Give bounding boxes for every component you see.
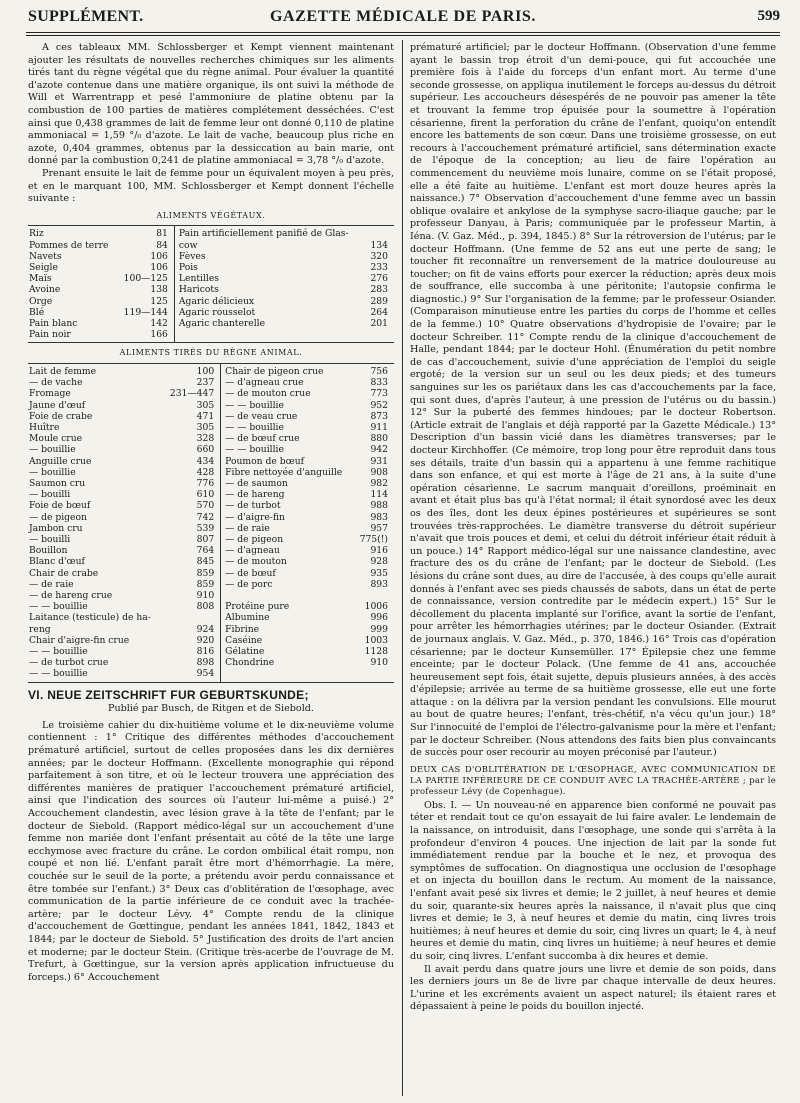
value-cell	[355, 668, 394, 682]
table-row	[28, 422, 394, 433]
food-name-cell: cow	[174, 240, 367, 251]
value-cell: 237	[196, 377, 215, 389]
table-row	[28, 467, 394, 478]
table-row	[28, 329, 394, 343]
food-name-cell	[174, 329, 367, 343]
value-cell: 756	[355, 363, 394, 377]
food-name-cell: Foie de crabe	[29, 410, 93, 422]
value-cell: 125	[150, 295, 168, 307]
value-cell: 988	[370, 500, 388, 512]
food-name-cell: — bouilli	[29, 533, 71, 545]
value-cell: 859	[196, 567, 215, 579]
food-name-cell: Caséine	[221, 635, 355, 646]
food-name-cell: — d'agneau	[221, 545, 355, 556]
value-cell: 570	[196, 500, 215, 512]
table-row	[28, 512, 394, 523]
food-name-cell: — — bouillie	[221, 400, 355, 411]
value-cell: 931	[370, 455, 388, 467]
food-name-cell: Saumon cru	[29, 477, 86, 489]
intro-paragraph: A ces tableaux MM. Schlossberger et Kempt viennent maintenant ajouter les résultats de nouvelles recherches chimiques sur les aliments tirés tant du règne végétal que du règne animal. Pour évaluer la quantité d'azote contenue dans une matière organique, ils ont suivi la méthode de Will et Warrentrapp et pesé l'ammoniure de platine obtenu par la combustion de 100 parties de matières complétement desséchées. C'est ainsi que 0,438 grammes de lait de femme leur ont donné 0,110 de platine ammoniacal = 1,59 °/₀ d'azote. Le lait de vache, beaucoup plus riche en azote, 0,404 grammes, obtenus par la dessiccation au bain marie, ont donné par la combustion 0,241 de platine ammoniacal = 3,78 °/₀ d'azote.	[28, 42, 394, 167]
table-row	[28, 400, 394, 411]
animal-table-caption: ALIMENTS TIRÉS DU RÈGNE ANIMAL.	[119, 348, 303, 358]
table-row	[28, 601, 394, 612]
value-cell: 954	[164, 668, 221, 682]
food-name-cell: Chair de crabe	[29, 567, 99, 579]
food-name-cell: — de veau crue	[221, 411, 355, 422]
value-cell: 982	[370, 477, 388, 489]
table-row	[28, 635, 394, 646]
value-cell: 816	[196, 646, 215, 658]
value-cell: 100	[164, 363, 221, 377]
newspaper-page	[26, 8, 780, 1096]
food-name-cell: — de pigeon	[29, 511, 87, 523]
animal-table	[28, 363, 394, 683]
food-name-cell: — — bouillie	[29, 601, 88, 613]
value-cell	[164, 612, 221, 623]
food-name-cell: — de bœuf	[221, 568, 355, 579]
food-name-cell: Protéine pure	[221, 601, 355, 612]
table-row	[28, 318, 394, 329]
food-name-cell: — bouillie	[29, 444, 76, 456]
value-cell: 893	[370, 578, 388, 590]
food-name-cell: — bouilli	[29, 489, 71, 501]
value-cell: 983	[370, 511, 388, 523]
value-cell: 808	[196, 601, 215, 613]
journal-title: GAZETTE MÉDICALE DE PARIS.	[269, 8, 536, 25]
food-name-cell: Bouillon	[29, 545, 68, 557]
value-cell: 952	[370, 399, 388, 411]
running-header	[26, 8, 780, 28]
value-cell: 1006	[364, 601, 388, 613]
table-row	[28, 568, 394, 579]
value-cell: 305	[196, 421, 215, 433]
value-cell: 231—447	[169, 388, 215, 400]
food-name-cell: Riz	[28, 226, 118, 240]
value-cell: 328	[196, 433, 215, 445]
table-row	[28, 262, 394, 273]
food-name-cell: — — bouillie	[29, 646, 88, 658]
review-continuation: prématuré artificiel; par le docteur Hoffmann. (Observation d'une femme ayant le bassin trop étroit d'un demi-pouce, qui fut accouchée une première fois à l'aide du forceps d'un enfant mort. Au terme d'une seconde grossesse, on appliqua inutilement le forceps au-dessus du détroit supérieur. Les accoucheurs désespérés de ne pouvoir pas amener la tête et trouvant la femme trop épuisée pour la soumettre à l'opération césarienne, firent la perforation du crâne de l'enfant, quoiqu'on entendît encore les battements de son cœur. Dans une troisième grossesse, on eut recours à l'accouchement prématuré artificiel, sans détermination exacte de l'époque de la conception; au lieu de faire l'opération au commencement du neuvième mois lunaire, comme on se l'était proposé, elle a été faite au huitième. L'enfant est mort douze heures après la naissance.) 7° Observation d'accouchement d'une femme avec un bassin oblique ovalaire et ankylose de la symphyse sacro-iliaque gauche; par le professeur Danyau, à Paris; communiquée par le professeur Martin, à Iéna. (V. Gaz. Méd., p. 394, 1845.) 8° Sur la rétroversion de l'utérus; par le docteur Hoffmann. (Une femme de 52 ans eut une perte de sang; le toucher fit reconnaître un renversement de la matrice douloureuse au toucher; on fit de vains efforts pour exercer la réduction; après deux mois de souffrance, elle succomba à une péritonite; l'autopsie confirma le diagnostic.) 9° Sur l'organisation de la femme; par le professeur Osiander. (Comparaison minutieuse entre les parties du corps de l'homme et celles de la femme.) 10° Quatre observations d'hydropisie de l'ovaire; par le docteur Schreiber. 11° Compte rendu de la clinique d'accouchement de Halle, pendant 1844; par le docteur Hohl. (Énumération du petit nombre de cas d'accouchement, suivie d'une appréciation de l'emploi du seigle ergoté; de la version sur un seul ou les deux pieds; et des tumeurs sanguines sur les os pariétaux dans les cas d'accouchements par la face, qui sont dues, d'après l'auteur, à une pression de l'utérus ou du bassin.) 12° Sur la puberté des femmes hindoues; par le docteur Robertson. (Article extrait de l'anglais et déjà rapporté par la Gazette Médicale.) 13° Description d'un bassin vicié dans les diamètres transverses; par le docteur Kirchhoffer. (Ce mémoire, trop long pour être reproduit dans tous ses détails, traite d'un bassin qui a appartenu à une femme rachitique dans son enfance, et qui est morte à l'âge de 21 ans, à la suite d'une opération césarienne. Le sacrum manquait d'oreillons, proéminait en avant et était plus bas qu'à l'état normal; il était synordosé avec les deux os des îles, dont les deux épines postérieures et supérieures se sont trouvées très-rapprochées. Le diamètre transverse du détroit supérieur n'avait que trois pouces et demi, et celui du détroit inférieur était réduit à un pouce.) 14° Rapport médico-légal sur une naissance clandestine, avec fracture des os du crâne de l'enfant; par le docteur de Siebold. (Les lésions du crâne sont dues, au dire de l'accusée, à des coups qu'elle aurait donnés à l'enfant avec ses pieds chaussés de sabots, dans un état de perte de connaissance, version contredite par le médecin expert.) 15° Sur le décollement du placenta implanté sur l'orifice, avant la sortie de l'enfant, pour arrêter les hémorrhagies utérines; par le docteur Osiander. (Extrait de journaux anglais. V. Gaz. Méd., p. 370, 1846.) 16° Trois cas d'opération césarienne; par le docteur Kunsemüller. 17° Épilepsie chez une femme enceinte; par le docteur Polack. (Une femme de 41 ans, accouchée heureusement sept fois, était sujette, depuis plusieurs années, à des accès d'épilepsie; arrivée au terme de sa huitième grossesse, elle eut une forte attaque : on la délivra par la version pendant les convulsions. Elle mourut au bout de quatre heures; l'enfant, très-chétif, n'a vécu qu'un jour.) 18° Sur l'innocuité de l'emploi de l'électro-galvanisme pour la mère et l'enfant; par le docteur Schreiber. (Nous attendons des faits bien plus convaincants de succès pour oser recourir au moyen préconisé par l'auteur.)	[410, 42, 776, 759]
food-name-cell: — — bouillie	[221, 422, 355, 433]
supplement-label: SUPPLÉMENT.	[28, 8, 144, 25]
value-cell: 859	[196, 578, 215, 590]
food-name-cell: Seigle	[29, 261, 58, 273]
food-name-cell: — — bouillie	[28, 668, 164, 682]
observation-1: Obs. I. — Un nouveau-né en apparence bien conformé ne pouvait pas téter et rendait tout ce qu'on essayait de lui faire avaler. Le lendemain de la naissance, on introduisit, dans l'œsophage, une sonde qui s'arrêta à la profondeur d'environ 4 pouces. Une injection de lait par la sonde fut immédiatement rendue par la bouche et le nez, et provoqua des symptômes de suffocation. On diagnostiqua une occlusion de l'œsophage et on injecta du bouillon dans le rectum. Au moment de la naissance, l'enfant avait pesé six livres et demie; le 2 juillet, à neuf heures et demie du soir, quarante-six heures après la naissance, il n'avait plus que cinq livres et demie; le 3, à neuf heures et demie du matin, cinq livres trois huitièmes; à neuf heures et demie du soir, cinq livres un quart; le 4, à neuf heures et demie du matin, cinq livres un huitième; à neuf heures et demie du soir, cinq livres. L'enfant succomba à dix heures et demie.	[410, 799, 776, 962]
food-name-cell: Pain artificiellement panifié de Glas-	[174, 226, 367, 240]
table-row	[28, 433, 394, 444]
food-name-cell: — de bœuf crue	[221, 433, 355, 444]
food-name-cell: Gélatine	[221, 646, 355, 657]
food-name-cell: Agaric délicieux	[174, 296, 367, 307]
food-name-cell: Foie de bœuf	[29, 500, 91, 512]
value-cell: 920	[196, 634, 215, 646]
value-cell: 1003	[364, 634, 388, 646]
value-cell: 142	[150, 317, 168, 329]
review-body: Le troisième cahier du dix-huitième volume et le dix-neuvième volume contiennent : 1° Critique des différentes méthodes d'accouchement prématuré artificiel, surtout de celles proposées dans les dix dernières années; par le docteur Hoffmann. (Excellente monographie qui répond parfaitement à son titre, et où le lecteur trouvera une appréciation des différentes manières de pratiquer l'accouchement prématuré artificiel, ainsi que l'indication des sources où l'auteur lui-même a puisé.) 2° Accouchement clandestin, avec lésion grave à la tête de l'enfant; par le docteur de Siebold. (Rapport médico-légal sur un accouchement d'une femme non mariée dont l'enfant présentait au côté de la tête une large ecchymose avec fracture du crâne. Le cordon ombilical était rompu, non coupé et non lié. L'enfant paraît être mort d'hémorrhagie. La mère, couchée sur le seuil de la porte, a prétendu avoir perdu connaissance et être tombée sur l'enfant.) 3° Deux cas d'oblitération de l'œsophage, avec communication de la partie inférieure de ce conduit avec la trachée-artère; par le docteur Lévy. 4° Compte rendu de la clinique d'accouchement de Gœttingue, pendant les années 1841, 1842, 1843 et 1844; par le docteur de Siebold. 5° Justification des droits de l'art ancien et moderne; par le docteur Stein. (Critique très-acerbe de l'ouvrage de M. Trefurt, à Gœttingue, sur la version après application infructueuse du forceps.) 6° Accouchement	[28, 719, 394, 983]
food-name-cell: Laitance (testicule) de ha-	[29, 612, 151, 624]
value-cell: 100—125	[123, 273, 168, 285]
value-cell: 898	[196, 657, 215, 669]
value-cell: 276	[370, 273, 388, 285]
value-cell: 119—144	[123, 306, 168, 318]
value-cell: 610	[196, 489, 215, 501]
table-row	[28, 612, 394, 623]
table-row	[28, 668, 394, 682]
food-name-cell: — de turbot	[221, 500, 355, 511]
value-cell: 999	[370, 623, 388, 635]
food-name-cell: Pois	[174, 262, 367, 273]
value-cell: 428	[196, 466, 215, 478]
value-cell: 908	[370, 466, 388, 478]
food-name-cell: Orge	[29, 295, 53, 307]
value-cell: 166	[118, 329, 175, 343]
food-name-cell: — — bouillie	[221, 444, 355, 455]
food-name-cell: — de raie	[29, 578, 74, 590]
column-divider	[402, 40, 403, 1096]
table-row	[28, 307, 394, 318]
value-cell: 114	[370, 489, 388, 501]
table-row	[28, 251, 394, 262]
section-title: VI. NEUE ZEITSCHRIFT FUR GEBURTSKUNDE;	[28, 687, 309, 702]
food-name-cell: Pain blanc	[29, 317, 78, 329]
value-cell: 320	[370, 250, 388, 262]
value-cell: 305	[196, 399, 215, 411]
value-cell: 776	[196, 477, 215, 489]
value-cell: 957	[370, 522, 388, 534]
value-cell: 928	[370, 556, 388, 568]
veg-table	[28, 225, 394, 343]
page-number: 599	[757, 8, 780, 24]
right-column	[410, 42, 776, 1094]
food-name-cell: Moule crue	[29, 433, 83, 445]
food-name-cell: Agaric rousselot	[174, 307, 367, 318]
header-rule	[26, 32, 780, 33]
table-row	[28, 284, 394, 295]
food-name-cell: — d'agneau crue	[221, 377, 355, 388]
food-name-cell: Fèves	[174, 251, 367, 262]
table-row	[28, 388, 394, 399]
food-name-cell: Lait de femme	[28, 363, 164, 377]
food-name-cell: — de raie	[221, 523, 355, 534]
food-name-cell: Fromage	[29, 388, 71, 400]
food-name-cell: Poumon de bœuf	[221, 456, 355, 467]
table-row	[28, 657, 394, 668]
food-name-cell: Jaune d'œuf	[29, 399, 86, 411]
value-cell: 201	[370, 317, 388, 329]
table-row	[28, 296, 394, 307]
food-name-cell: Anguille crue	[29, 455, 92, 467]
value-cell: 283	[370, 284, 388, 296]
value-cell: 106	[150, 250, 168, 262]
left-column	[28, 42, 394, 1094]
value-cell: 910	[196, 590, 215, 601]
value-cell: 833	[370, 377, 388, 389]
table-row	[28, 556, 394, 567]
value-cell: 873	[370, 410, 388, 422]
value-cell: 910	[370, 657, 388, 669]
value-cell: 138	[150, 284, 168, 296]
value-cell	[367, 329, 394, 343]
food-name-cell: Navets	[29, 250, 62, 262]
table-row	[28, 646, 394, 657]
food-name-cell: Jambon cru	[29, 522, 83, 534]
food-name-cell: Fibre nettoyée d'anguille	[221, 467, 355, 478]
value-cell: 880	[370, 433, 388, 445]
value-cell: 434	[196, 455, 215, 467]
header-rule-thin	[26, 35, 780, 36]
article-title: DEUX CAS D'OBLITÉRATION DE L'ŒSOPHAGE, AVEC COMMUNICATION DE LA PARTIE INFÉRIEURE DE CE CONDUIT AVEC LA TRACHÉE-ARTÈRE ; par le professeur Lévy (de Copenhague).	[410, 763, 776, 796]
food-name-cell: Blé	[29, 306, 45, 318]
food-name-cell	[221, 668, 355, 682]
value-cell: 764	[196, 545, 215, 557]
value-cell: 539	[196, 522, 215, 534]
food-name-cell: reng	[29, 623, 51, 635]
veg-table-caption: ALIMENTS VÉGÉTAUX.	[156, 210, 266, 220]
food-name-cell: Maïs	[29, 273, 52, 285]
table-row	[28, 411, 394, 422]
value-cell: 106	[150, 261, 168, 273]
table-row	[28, 273, 394, 284]
table-row	[28, 500, 394, 511]
value-cell: 942	[370, 444, 388, 456]
table-row	[28, 226, 394, 240]
value-cell: 81	[118, 226, 175, 240]
food-name-cell: Blanc d'œuf	[29, 556, 85, 568]
table-row	[28, 456, 394, 467]
value-cell: 264	[370, 306, 388, 318]
food-name-cell: Avoine	[29, 284, 61, 296]
table-row	[28, 523, 394, 534]
food-name-cell: Pain noir	[28, 329, 118, 343]
value-cell: 134	[370, 239, 388, 251]
food-name-cell: Chair de pigeon crue	[221, 363, 355, 377]
food-name-cell: Haricots	[174, 284, 367, 295]
food-name-cell: — de hareng	[221, 489, 355, 500]
food-name-cell: — de mouton	[221, 556, 355, 567]
food-name-cell: Agaric chanterelle	[174, 318, 367, 329]
table-row	[28, 590, 394, 601]
food-name-cell: — de porc	[221, 579, 355, 590]
value-cell: 1128	[364, 646, 388, 658]
observation-1-cont: Il avait perdu dans quatre jours une livre et demie de son poids, dans les derniers jours un 8e de livre par chaque intervalle de deux heures. L'urine et les excréments avaient un aspect naturel; ils étaient rares et dépassaient à peine le poids du bouillon injecté.	[410, 963, 776, 1013]
food-name-cell: Chair d'aigre-fin crue	[29, 634, 130, 646]
value-cell: 924	[196, 623, 215, 635]
value-cell: 935	[370, 567, 388, 579]
food-name-cell: — d'aigre-fin	[221, 512, 355, 523]
table-row	[28, 478, 394, 489]
value-cell: 84	[156, 239, 168, 251]
table-row	[28, 579, 394, 590]
food-name-cell: Fibrine	[221, 624, 355, 635]
table-row	[28, 534, 394, 545]
value-cell: 775(!)	[359, 533, 388, 545]
value-cell: 660	[196, 444, 215, 456]
food-name-cell: Huître	[29, 421, 60, 433]
food-name-cell: Lentilles	[174, 273, 367, 284]
publisher-line: Publié par Busch, de Ritgen et de Siebold.	[108, 703, 314, 715]
food-name-cell: — de hareng crue	[29, 590, 113, 601]
value-cell: 911	[370, 421, 388, 433]
table-row	[28, 363, 394, 377]
table-row	[28, 489, 394, 500]
food-name-cell	[221, 590, 355, 601]
value-cell: 845	[196, 556, 215, 568]
value-cell: 233	[370, 261, 388, 273]
food-name-cell: — bouillie	[29, 466, 76, 478]
value-cell: 807	[196, 533, 215, 545]
table-row	[28, 545, 394, 556]
table-row	[28, 624, 394, 635]
food-name-cell: — de pigeon	[221, 534, 355, 545]
food-name-cell: — de mouton crue	[221, 388, 355, 399]
value-cell: 471	[196, 410, 215, 422]
value-cell	[367, 226, 394, 240]
food-name-cell: — de turbot crue	[29, 657, 109, 669]
intro-paragraph-2: Prenant ensuite le lait de femme pour un équivalent moyen à peu près, et en le marquant 100, MM. Schlossberger et Kempt donnent l'échelle suivante :	[28, 167, 394, 205]
food-name-cell: Pommes de terre	[29, 239, 109, 251]
value-cell: 996	[370, 612, 388, 624]
value-cell: 289	[370, 295, 388, 307]
table-row	[28, 377, 394, 388]
value-cell: 916	[370, 545, 388, 557]
food-name-cell: — de vache	[29, 377, 83, 389]
food-name-cell: Chondrine	[221, 657, 355, 668]
value-cell: 742	[196, 511, 215, 523]
food-name-cell: Albumine	[221, 612, 355, 623]
value-cell	[355, 590, 394, 601]
table-row	[28, 240, 394, 251]
value-cell: 773	[370, 388, 388, 400]
food-name-cell: — de saumon	[221, 478, 355, 489]
table-row	[28, 444, 394, 455]
